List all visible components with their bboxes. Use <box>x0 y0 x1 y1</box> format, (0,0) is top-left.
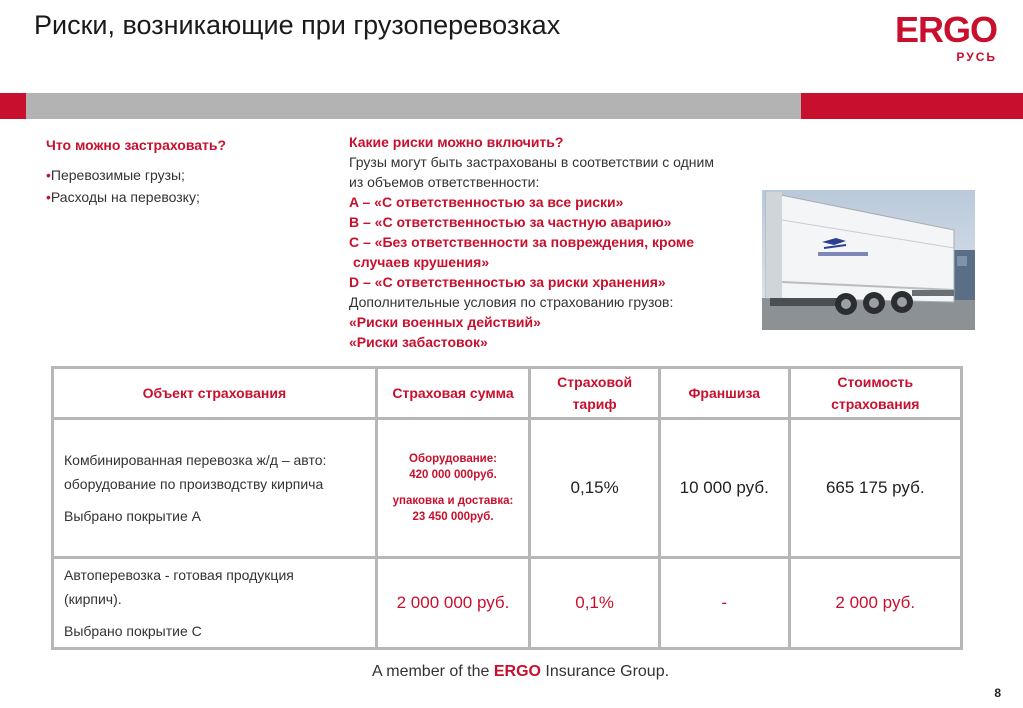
coverage-c-line1: C – «Без ответственности за повреждения, кроме <box>349 234 695 250</box>
risks-heading: Какие риски можно включить? <box>349 134 564 150</box>
table-header <box>53 368 962 419</box>
row1-sum: Оборудование: 420 000 000руб. упаковка и доставка: 23 450 000руб. <box>376 419 530 558</box>
header-cost: Стоимость страхования <box>789 368 961 419</box>
row2-tariff: 0,1% <box>530 558 660 649</box>
war-risks: «Риски военных действий» <box>349 314 541 330</box>
row2-object: Автоперевозка - готовая продукция (кирпич). Выбрано покрытие С <box>53 558 377 649</box>
risks-intro-1: Грузы могут быть застрахованы в соответствии с одним <box>349 154 714 170</box>
list-item: •Расходы на перевозку; <box>46 189 200 205</box>
footer-tagline: A member of the ERGO Insurance Group. <box>372 663 670 680</box>
coverage-d: D – «С ответственностью за риски хранения» <box>349 274 666 290</box>
risks-intro-2: из объемов ответственности: <box>349 174 540 190</box>
extra-conditions: Дополнительные условия по страхованию грузов: <box>349 294 674 310</box>
row2-sum: 2 000 000 руб. <box>376 558 530 649</box>
table-row <box>53 558 962 649</box>
coverage-a: A – «С ответственностью за все риски» <box>349 194 624 210</box>
logo-subtitle: РУСЬ <box>956 50 997 64</box>
list-item: •Перевозимые грузы; <box>46 167 185 183</box>
row1-tariff: 0,15% <box>530 419 660 558</box>
insurance-table <box>51 366 963 650</box>
strike-risks: «Риски забастовок» <box>349 334 488 350</box>
row1-cost: 665 175 руб. <box>789 419 961 558</box>
row1-object: Комбинированная перевозка ж/д – авто: оборудование по производству кирпича Выбрано покрытие А <box>53 419 377 558</box>
header-object: Объект страхования <box>53 368 377 419</box>
header-band <box>0 93 1023 119</box>
insurable-heading: Что можно застраховать? <box>46 137 227 153</box>
page-title: Риски, возникающие при грузоперевозках <box>34 10 561 40</box>
coverage-b: B – «С ответственностью за частную аварию» <box>349 214 672 230</box>
row2-franchise: - <box>659 558 789 649</box>
page-number: 8 <box>994 686 1001 700</box>
logo-brand: ERGO <box>894 9 997 50</box>
table-row <box>53 419 962 558</box>
insurable-section <box>46 137 326 211</box>
header-tariff: Страховой тариф <box>530 368 660 419</box>
header-sum: Страховая сумма <box>376 368 530 419</box>
header-franchise: Франшиза <box>659 368 789 419</box>
truck-image <box>762 190 975 330</box>
coverage-c-line2: случаев крушения» <box>353 254 490 270</box>
risks-section <box>349 132 769 352</box>
ergo-logo <box>894 9 997 64</box>
row1-franchise: 10 000 руб. <box>659 419 789 558</box>
row2-cost: 2 000 руб. <box>789 558 961 649</box>
